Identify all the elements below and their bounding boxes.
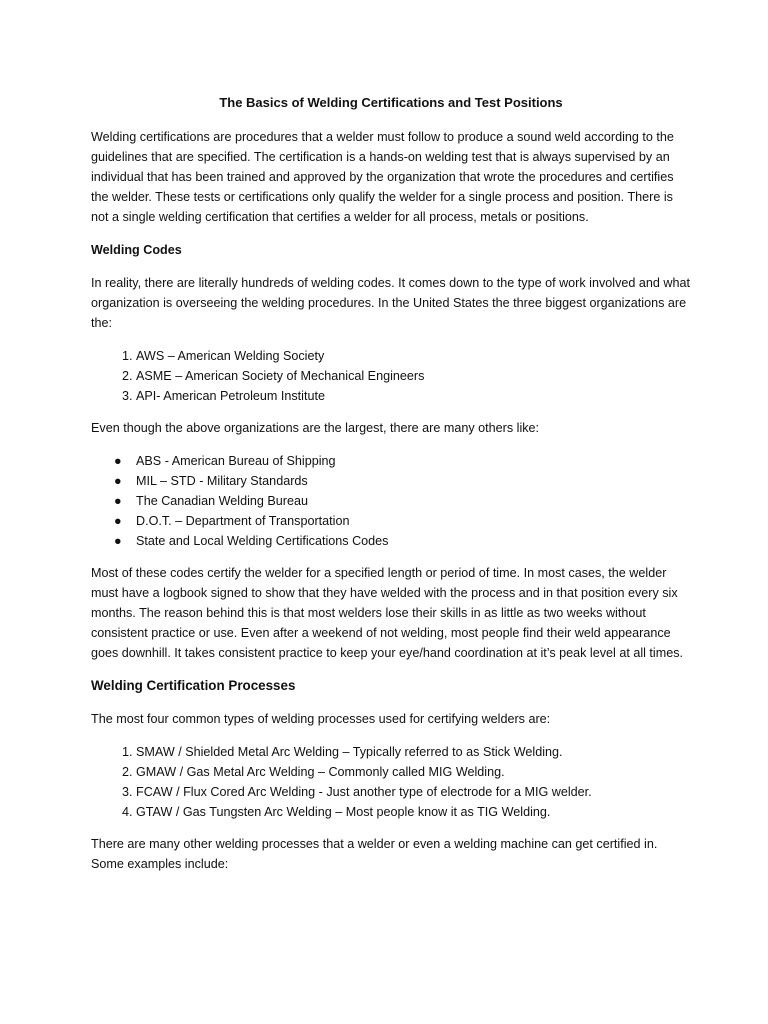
list-item-text: ABS - American Bureau of Shipping bbox=[136, 454, 336, 468]
list-item: 2. ASME – American Society of Mechanical Engineers bbox=[136, 366, 691, 386]
list-item: 2. GMAW / Gas Metal Arc Welding – Commonly called MIG Welding. bbox=[136, 762, 691, 782]
welding-codes-heading: Welding Codes bbox=[91, 243, 182, 257]
codes-paragraph-1: In reality, there are literally hundreds of welding codes. It comes down to the type of work involved and what organization is overseeing the welding procedures. In the United States the three biggest organizations are the: bbox=[91, 276, 690, 330]
list-item: 3. FCAW / Flux Cored Arc Welding - Just another type of electrode for a MIG welder. bbox=[136, 782, 691, 802]
document-page bbox=[91, 93, 691, 887]
list-item: 1. AWS – American Welding Society bbox=[136, 346, 691, 366]
list-item: 3. API- American Petroleum Institute bbox=[136, 386, 691, 406]
processes-heading: Welding Certification Processes bbox=[91, 678, 296, 693]
document-title: The Basics of Welding Certifications and Test Positions bbox=[219, 95, 563, 110]
list-item-text: State and Local Welding Certifications Codes bbox=[136, 534, 389, 548]
organizations-list bbox=[91, 346, 691, 406]
bullet-icon: ● bbox=[114, 534, 122, 548]
bullet-icon: ● bbox=[114, 474, 122, 488]
list-item: 4. GTAW / Gas Tungsten Arc Welding – Most people know it as TIG Welding. bbox=[136, 802, 691, 822]
processes-list bbox=[91, 742, 691, 822]
bullet-icon: ● bbox=[114, 494, 122, 508]
list-item bbox=[114, 531, 691, 551]
processes-paragraph-2: There are many other welding processes that a welder or even a welding machine can get certified in. Some examples include: bbox=[91, 837, 658, 871]
other-organizations-list bbox=[91, 451, 691, 551]
list-item: 1. SMAW / Shielded Metal Arc Welding – Typically referred to as Stick Welding. bbox=[136, 742, 691, 762]
bullet-icon: ● bbox=[114, 454, 122, 468]
list-item bbox=[114, 511, 691, 531]
list-item-text: D.O.T. – Department of Transportation bbox=[136, 514, 350, 528]
list-item-text: The Canadian Welding Bureau bbox=[136, 494, 308, 508]
codes-paragraph-2: Even though the above organizations are the largest, there are many others like: bbox=[91, 421, 540, 435]
list-item-text: MIL – STD - Military Standards bbox=[136, 474, 308, 488]
list-item bbox=[114, 451, 691, 471]
intro-paragraph: Welding certifications are procedures that a welder must follow to produce a sound weld according to the guidelines that are specified. The certification is a hands-on welding test that is always supervised by an individual that has been trained and approved by the organization that wrote the procedures and certifies the welder. These tests or certifications only qualify the welder for a single process and position. There is not a single welding certification that certifies a welder for all process, metals or positions. bbox=[91, 130, 674, 224]
codes-paragraph-3: Most of these codes certify the welder for a specified length or period of time. In most cases, the welder must have a logbook signed to show that they have welded with the process and in that position every six months. The reason behind this is that most welders lose their skills in as little as two weeks without consistent practice or use. Even after a weekend of not welding, most people find their weld appearance goes downhill. It takes consistent practice to keep your eye/hand coordination at it’s peak level at all times. bbox=[91, 566, 684, 660]
bullet-icon: ● bbox=[114, 514, 122, 528]
list-item bbox=[114, 491, 691, 511]
list-item bbox=[114, 471, 691, 491]
processes-paragraph-1: The most four common types of welding processes used for certifying welders are: bbox=[91, 712, 551, 726]
